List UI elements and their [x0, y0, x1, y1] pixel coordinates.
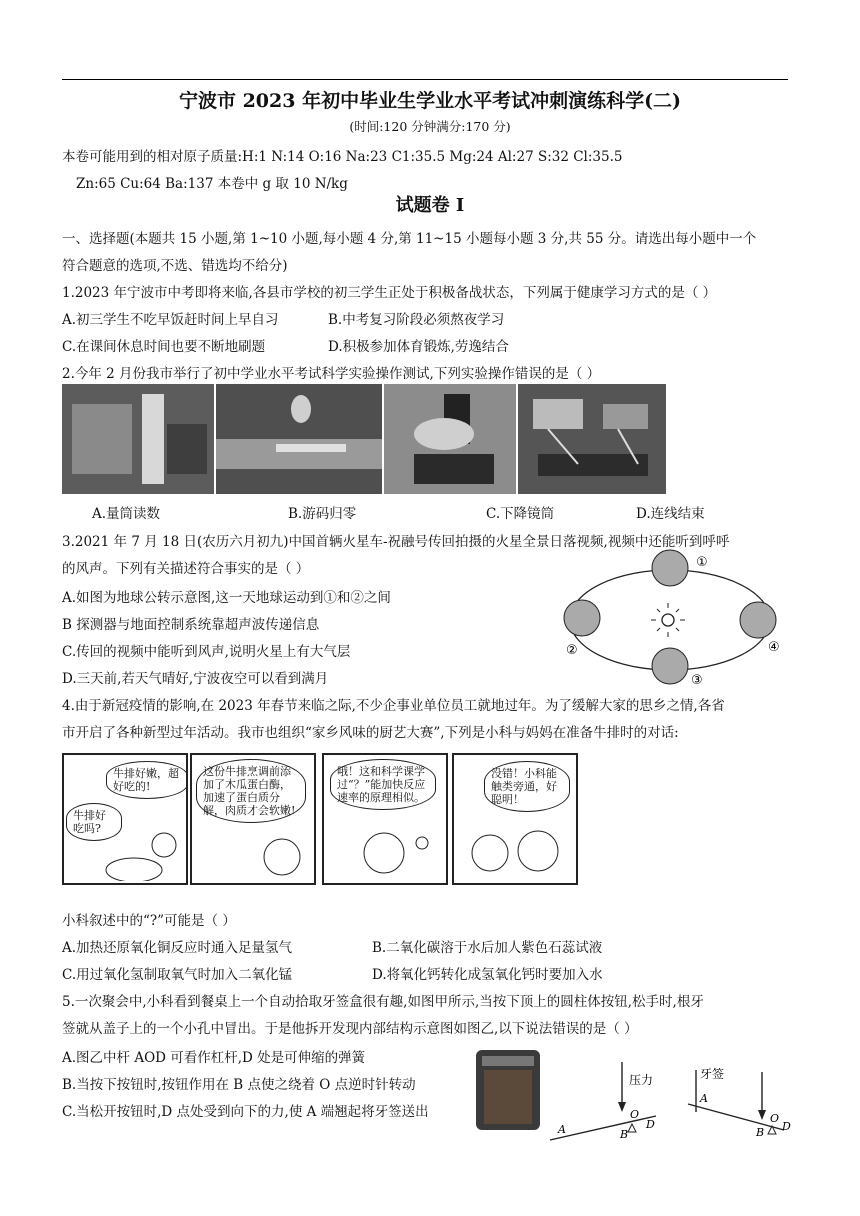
q2-option-a: A.量筒读数	[92, 506, 161, 522]
q1-option-b: B.中考复习阶段必须熬夜学习	[328, 312, 505, 328]
top-rule	[62, 79, 788, 80]
point-o-label: O	[630, 1108, 640, 1121]
orbit-label-3: ③	[691, 673, 703, 688]
instructions-line2: 符合题意的选项,不选、错选均不给分)	[62, 258, 288, 274]
q5-option-c: C.当松开按钮时,D 点处受到向下的力,使 A 端翘起将牙签送出	[62, 1104, 429, 1120]
toothpick-box-photo	[476, 1050, 540, 1130]
sun-icon	[651, 603, 685, 637]
q2-option-c: C.下降镜筒	[486, 506, 555, 522]
q1-option-d: D.积极参加体育锻炼,劳逸结合	[328, 339, 509, 355]
q3-option-d: D.三天前,若天气晴好,宁波夜空可以看到满月	[62, 671, 329, 687]
photo-balance-rider	[216, 384, 382, 494]
earth-orbit-diagram	[556, 548, 786, 688]
comic-4-bubble: 没错！小科能触类旁通，好聪明！	[484, 761, 570, 812]
q1-option-a: A.初三学生不吃早饭赶时间上早自习	[62, 312, 279, 328]
comic-1-bubble-b: 牛排好吃吗?	[66, 803, 122, 841]
q2-stem: 2.今年 2 月份我市举行了初中学业水平考试科学实验操作测试,下列实验操作错误的是（ ）	[62, 366, 601, 382]
q1-stem: 1.2023 年宁波市中考即将来临,各县市学校的初三学生正处于积极备战状态，下列属于健康学习方式的是（ ）	[62, 285, 717, 301]
q3-stem-line2: 的风声。下列有关描述符合事实的是（ ）	[62, 561, 310, 577]
exam-subtitle: (时间:120 分钟满分:170 分)	[349, 119, 511, 134]
atomic-mass-line2: Zn:65 Cu:64 Ba:137 本卷中 g 取 10 N/kg	[76, 176, 348, 192]
q1-option-c: C.在课间休息时间也要不断地刷题	[62, 339, 266, 355]
q4-stem-line1: 4.由于新冠疫情的影响,在 2023 年春节来临之际,不少企事业单位员工就地过年。为了缓解大家的思乡之情,各省	[62, 698, 725, 714]
force-label: 压力	[629, 1073, 654, 1087]
comic-panel-1	[62, 753, 188, 885]
photo-graduated-cylinder	[62, 384, 214, 494]
point-a2-label: A	[700, 1092, 708, 1105]
orbit-label-2: ②	[566, 643, 578, 658]
q2-option-d: D.连线结束	[636, 506, 705, 522]
point-d-label: D	[646, 1118, 655, 1131]
q5-option-a: A.图乙中杆 AOD 可看作杠杆,D 处是可伸缩的弹簧	[62, 1050, 366, 1066]
q2-option-b: B.游码归零	[288, 506, 357, 522]
point-d2-label: D	[782, 1120, 791, 1133]
q5-stem-line1: 5.一次聚会中,小科看到餐桌上一个自动拾取牙签盒很有趣,如图甲所示,当按下顶上的圆柱体按钮,松手时,根牙	[62, 994, 704, 1010]
comic-panel-4	[452, 753, 578, 885]
orbit-label-1: ①	[696, 555, 708, 570]
instructions-line1: 一、选择题(本题共 15 小题,第 1~10 小题,每小题 4 分,第 11~15 小题每小题 3 分,共 55 分。请选出每小题中一个	[62, 231, 757, 247]
q4-option-d: D.将氧化钙转化成氢氧化钙时要加入水	[372, 967, 603, 983]
q4-option-a: A.加热还原氧化铜反应时通入足量氢气	[62, 940, 293, 956]
q3-stem-line1: 3.2021 年 7 月 18 日(农历六月初九)中国首辆火星车-祝融号传回拍摄的火星全景日落视频,视频中还能听到呼呼	[62, 534, 730, 550]
comic-1-bubble-a: 牛排好嫩，超好吃的!	[106, 761, 188, 799]
q4-question: 小科叙述中的“?”可能是（ ）	[62, 913, 236, 929]
q5-stem-line2: 签就从盖子上的一个小孔中冒出。于是他拆开发现内部结构示意图如图乙,以下说法错误的是（ ）	[62, 1021, 638, 1037]
q3-option-b: B 探测器与地面控制系统靠超声波传递信息	[62, 617, 320, 633]
point-b-label: B	[620, 1128, 629, 1141]
q3-option-a: A.如图为地球公转示意图,这一天地球运动到①和②之间	[62, 590, 391, 606]
point-a-label: A	[558, 1123, 566, 1136]
point-b2-label: B	[756, 1126, 765, 1139]
q4-option-c: C.用过氧化氢制取氧气时加入二氧化锰	[62, 967, 293, 983]
point-o2-label: O	[770, 1112, 780, 1125]
section-title: 试题卷 I	[395, 195, 465, 216]
toothpick-label: 牙签	[700, 1067, 725, 1081]
comic-3-bubble: 哦！这和科学课学过“？”能加快反应速率的原理相似。	[330, 759, 436, 810]
q3-option-c: C.传回的视频中能听到风声,说明火星上有大气层	[62, 644, 351, 660]
comic-panel-3	[322, 753, 448, 885]
lever-diagram-press	[546, 1058, 666, 1146]
q5-option-b: B.当按下按钮时,按钮作用在 B 点使之绕着 O 点逆时针转动	[62, 1077, 416, 1093]
atomic-mass-line1: 本卷可能用到的相对原子质量:H:1 N:14 O:16 Na:23 C1:35.5 Mg:24 Al:27 S:32 Cl:35.5	[62, 149, 623, 165]
q4-option-b: B.二氧化碳溶于水后加人紫色石蕊试液	[372, 940, 603, 956]
photo-microscope	[384, 384, 516, 494]
comic-2-bubble: 这份牛排烹调前添加了木瓜蛋白酶，加速了蛋白质分解，肉质才会软嫩!	[196, 759, 306, 823]
photo-circuit	[518, 384, 666, 494]
lever-diagram-toothpick	[684, 1064, 794, 1144]
comic-panel-2	[190, 753, 316, 885]
q4-stem-line2: 市开启了各种新型过年活动。我市也组织“家乡风味的厨艺大赛”,下列是小科与妈妈在准备牛排时的对话:	[62, 725, 679, 741]
exam-title: 宁波市 2023 年初中毕业生学业水平考试冲刺演练科学(二)	[178, 90, 682, 112]
orbit-label-4: ④	[768, 640, 780, 655]
